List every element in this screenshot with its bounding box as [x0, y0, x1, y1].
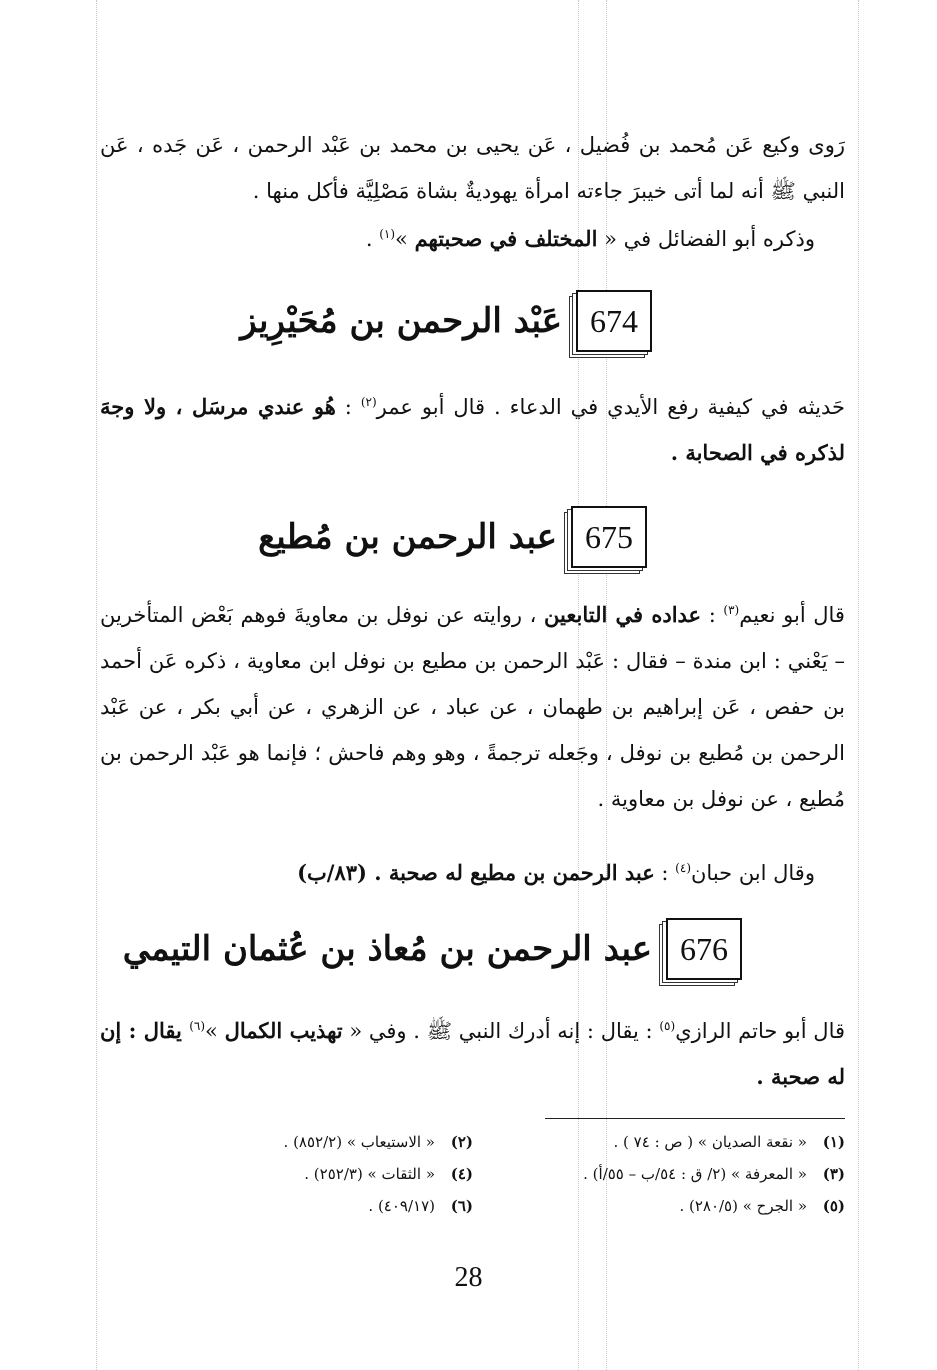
- paragraph-entry-675: [100, 592, 845, 822]
- page-number: 28: [454, 1262, 483, 1293]
- footnote-text: « نقعة الصديان » ( ص : ٧٤ ) .: [613, 1133, 807, 1151]
- footnote-row: [100, 1190, 845, 1222]
- quoted-opinion: يقال : إن له صحبة .: [100, 1018, 845, 1089]
- entry-number: 674: [576, 290, 652, 352]
- footnote-text: (٤٠٩/١٧) .: [368, 1197, 435, 1215]
- footnote-number: (١): [822, 1133, 845, 1151]
- quoted-opinion: هُو عندي مرسَل ، ولا وجهَ لذكره في الصحابة .: [100, 394, 845, 465]
- footnote-number: (٤): [450, 1165, 473, 1183]
- footnote-number: (٥): [822, 1197, 845, 1215]
- paragraph-mention: [100, 216, 845, 262]
- footnote-marker: (٥): [659, 1019, 676, 1033]
- text-run: .: [365, 227, 380, 251]
- quoted-opinion: عداده في التابعين: [544, 602, 702, 627]
- text-run: »: [395, 227, 415, 251]
- entry-heading: [240, 290, 652, 352]
- text-run: قال أبو حاتم الرازي: [675, 1019, 845, 1043]
- footnote: [473, 1126, 845, 1158]
- footnote-marker: (١): [379, 227, 396, 241]
- footnote-marker: (٦): [189, 1019, 206, 1033]
- book-title: المختلف في صحبتهم: [414, 226, 598, 251]
- footnote-row: [100, 1126, 845, 1158]
- text-run: وقال ابن حبان: [691, 861, 815, 885]
- entry-heading: [123, 918, 742, 980]
- entry-title: عَبْد الرحمن بن مُحَيْرِيز: [240, 301, 562, 341]
- footnote-marker: (٤): [675, 861, 691, 875]
- footnote-text: « الجرح » (٢٨٠/٥) .: [679, 1197, 807, 1215]
- text-run: »: [205, 1019, 225, 1043]
- entry-title: عبد الرحمن بن مُعاذ بن عُثمان التيمي: [122, 929, 652, 969]
- text-run: قال أبو نعيم: [739, 603, 845, 627]
- footnote-number: (٢): [450, 1133, 473, 1151]
- footnote-text: « الثقات » (٢٥٢/٣) .: [304, 1165, 435, 1183]
- footnote: [101, 1190, 473, 1222]
- text-run: وذكره أبو الفضائل في «: [597, 227, 815, 251]
- text-run: :: [654, 861, 676, 885]
- paragraph-entry-676: [100, 1008, 845, 1100]
- entry-number-box: [571, 506, 647, 568]
- entry-number: 676: [666, 918, 742, 980]
- footnotes: [100, 1126, 845, 1222]
- quoted-opinion: عبد الرحمن بن مطيع له صحبة . (٨٣/ب): [297, 860, 655, 885]
- footnote-row: [100, 1158, 845, 1190]
- text-run: : يقال : إنه أدرك النبي ﷺ . وفي «: [342, 1019, 660, 1043]
- scan-artifact-line: [96, 0, 97, 1370]
- text-run: ، روايته عن نوفل بن معاويةَ فوهم بَعْض المتأخرين – يَعْني : ابن مندة – فقال : عَبْد الرحمن بن مطيع بن نوفل ابن معاوية ، ذكره عَن أحمد بن حفص ، عَن إبراهيم بن طهمان ، عن عباد ، عن الزهري ، عن أبي بكر ، عن عَبْد الرحمن بن مُطيع بن نوفل ، وجَعله ترجمةً ، وهو وهم فاحش ؛ فإنما هو عَبْد الرحمن بن مُطيع ، عن نوفل بن معاوية .: [100, 603, 845, 811]
- text-run: :: [335, 395, 361, 419]
- footnote-marker: (٢): [360, 395, 377, 409]
- entry-number-box: [576, 290, 652, 352]
- text-run: :: [701, 603, 724, 627]
- footnote-text: « المعرفة » (٢/ ق : ٥٤/ب – ٥٥/أ) .: [583, 1165, 807, 1183]
- entry-heading: [258, 506, 647, 568]
- footnote: [473, 1158, 845, 1190]
- text-run: حَديثه في كيفية رفع الأيدي في الدعاء . قال أبو عمر: [376, 395, 845, 419]
- footnote-separator: [545, 1118, 845, 1119]
- footnote-number: (٣): [822, 1165, 845, 1183]
- footnote-text: « الاستيعاب » (٨٥٢/٢) .: [283, 1133, 435, 1151]
- paragraph-text: رَوى وكيع عَن مُحمد بن فُضيل ، عَن يحيى بن محمد بن عَبْد الرحمن ، عَن جَده ، عَن النبي ﷺ أنه لما أتى خيبرَ جاءته امرأة يهوديةٌ بشاة مَصْلِيَّة فأكل منها .: [100, 133, 845, 203]
- entry-title: عبد الرحمن بن مُطيع: [258, 517, 557, 557]
- scan-artifact-line: [858, 0, 859, 1370]
- paragraph-entry-674: [100, 384, 845, 476]
- entry-number: 675: [571, 506, 647, 568]
- book-title: تهذيب الكمال: [224, 1018, 343, 1043]
- footnote: [101, 1126, 473, 1158]
- footnote-marker: (٣): [723, 603, 740, 617]
- footnote: [101, 1158, 473, 1190]
- entry-number-box: [666, 918, 742, 980]
- paragraph-ibn-hibban: [100, 850, 845, 896]
- paragraph-narration: [100, 122, 845, 214]
- footnote: [473, 1190, 845, 1222]
- footnote-number: (٦): [450, 1197, 473, 1215]
